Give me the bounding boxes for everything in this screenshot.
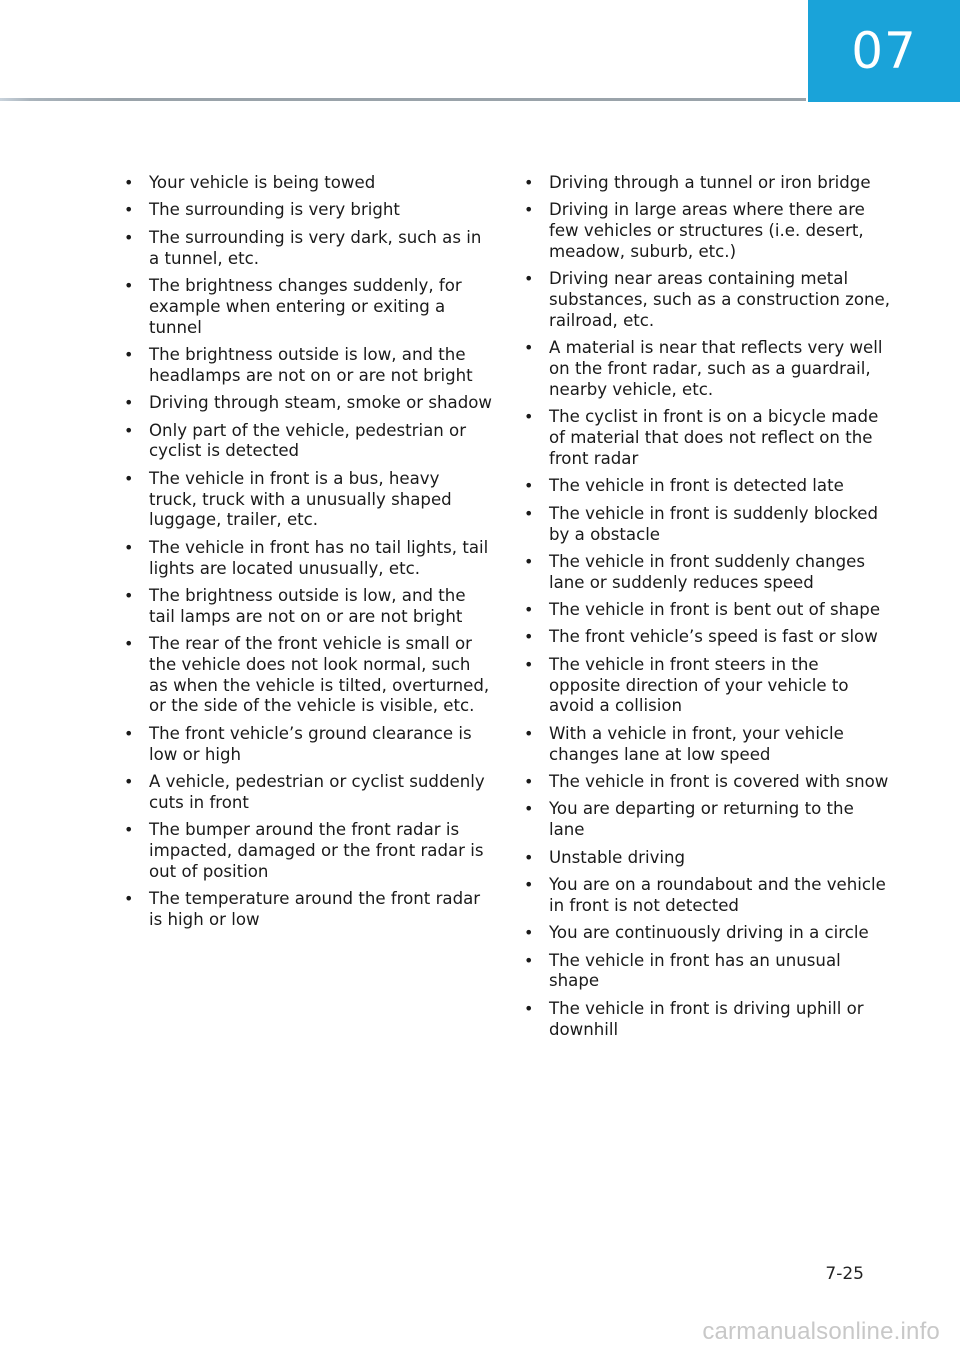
list-item-text: You are continuously driving in a circle xyxy=(549,923,869,943)
bullet-icon: • xyxy=(124,173,134,192)
list-item-text: Driving through steam, smoke or shadow xyxy=(149,393,492,413)
list-item xyxy=(108,772,492,814)
list-item-text: The bumper around the front radar is impacted, damaged or the front radar is out of position xyxy=(149,820,484,881)
bullet-icon: • xyxy=(524,772,534,792)
bullet-icon: • xyxy=(124,275,134,295)
bullet-icon: • xyxy=(524,799,534,819)
list-item xyxy=(108,345,492,387)
list-item xyxy=(508,772,892,793)
bullet-icon: • xyxy=(524,998,534,1018)
list-item-text: The vehicle in front is detected late xyxy=(549,476,844,496)
list-item xyxy=(108,228,492,270)
bullet-icon: • xyxy=(124,772,134,792)
list-item-text: The vehicle in front is driving uphill or downhill xyxy=(549,998,864,1039)
bullet-icon: • xyxy=(124,537,134,557)
list-item-text: The vehicle in front has no tail lights, tail lights are located unusually, etc. xyxy=(149,537,489,578)
list-item xyxy=(108,200,492,221)
list-item xyxy=(508,848,892,869)
list-item xyxy=(508,552,892,594)
list-item-text: The rear of the front vehicle is small or the vehicle does not look normal, such as when the vehicle is tilted, overturned, or the side of the vehicle is visible, etc. xyxy=(149,634,490,716)
bullet-icon: • xyxy=(124,723,134,743)
list-item-text: The vehicle in front is covered with snow xyxy=(549,772,889,792)
page-number: 7-25 xyxy=(825,1264,864,1284)
list-item xyxy=(108,634,492,717)
bullet-icon: • xyxy=(524,476,534,496)
list-item-text: The vehicle in front has an unusual shape xyxy=(549,950,841,991)
list-item xyxy=(108,393,492,414)
right-bullet-list xyxy=(508,173,892,1047)
bullet-icon: • xyxy=(524,875,534,895)
list-item-text: Driving near areas containing metal substances, such as a construction zone, railroad, etc. xyxy=(549,269,890,330)
list-item xyxy=(108,469,492,531)
list-item-text: The surrounding is very bright xyxy=(149,200,400,220)
list-item xyxy=(108,538,492,580)
bullet-icon: • xyxy=(124,585,134,605)
list-item xyxy=(108,586,492,628)
bullet-icon: • xyxy=(524,847,534,867)
list-item xyxy=(508,504,892,546)
bullet-icon: • xyxy=(524,503,534,523)
list-item xyxy=(508,200,892,262)
bullet-icon: • xyxy=(524,269,534,289)
bullet-icon: • xyxy=(124,889,134,909)
list-item xyxy=(508,269,892,331)
list-item-text: The brightness outside is low, and the headlamps are not on or are not bright xyxy=(149,344,473,385)
list-item-text: Unstable driving xyxy=(549,847,686,867)
list-item-text: The brightness outside is low, and the tail lamps are not on or are not bright xyxy=(149,585,466,626)
list-item xyxy=(508,600,892,621)
list-item-text: The front vehicle’s ground clearance is low or high xyxy=(149,723,472,764)
list-item xyxy=(108,724,492,766)
bullet-icon: • xyxy=(524,627,534,647)
list-item-text: The brightness changes suddenly, for example when entering or exiting a tunnel xyxy=(149,275,462,337)
list-item-text: With a vehicle in front, your vehicle changes lane at low speed xyxy=(549,723,844,764)
list-item-text: A material is near that reflects very well on the front radar, such as a guardrail, nearby vehicle, etc. xyxy=(549,338,883,399)
header-divider xyxy=(0,98,806,101)
list-item xyxy=(508,799,892,841)
list-item xyxy=(508,173,892,194)
bullet-icon: • xyxy=(124,227,134,247)
list-item xyxy=(108,421,492,463)
list-item xyxy=(508,627,892,648)
list-item-text: The vehicle in front is a bus, heavy truck, truck with a unusually shaped luggage, trailer, etc. xyxy=(149,468,452,530)
list-item xyxy=(508,338,892,400)
list-item-text: Only part of the vehicle, pedestrian or cyclist is detected xyxy=(149,420,467,461)
bullet-icon: • xyxy=(524,950,534,970)
list-item xyxy=(508,951,892,993)
bullet-icon: • xyxy=(124,200,134,220)
list-item-text: Your vehicle is being towed xyxy=(149,173,376,192)
bullet-icon: • xyxy=(124,468,134,488)
list-item-text: Driving in large areas where there are few vehicles or structures (i.e. desert, meadow, suburb, etc.) xyxy=(549,200,865,261)
bullet-icon: • xyxy=(524,923,534,943)
list-item-text: The vehicle in front suddenly changes lane or suddenly reduces speed xyxy=(549,551,866,592)
list-item xyxy=(508,923,892,944)
list-item xyxy=(508,655,892,717)
list-item xyxy=(108,173,492,194)
bullet-icon: • xyxy=(524,551,534,571)
list-item-text: A vehicle, pedestrian or cyclist suddenly cuts in front xyxy=(149,772,485,812)
list-item xyxy=(508,476,892,497)
list-item-text: Driving through a tunnel or iron bridge xyxy=(549,173,871,192)
chapter-tab xyxy=(808,0,960,102)
list-item-text: The vehicle in front is suddenly blocked by a obstacle xyxy=(549,503,879,544)
list-item-text: The vehicle in front steers in the opposite direction of your vehicle to avoid a collision xyxy=(549,654,849,716)
chapter-number: 07 xyxy=(851,22,917,80)
list-item xyxy=(508,407,892,469)
list-item-text: The cyclist in front is on a bicycle made of material that does not reflect on the front radar xyxy=(549,407,879,468)
bullet-icon: • xyxy=(524,723,534,743)
list-item xyxy=(508,724,892,766)
list-item-text: The vehicle in front is bent out of shape xyxy=(549,600,881,620)
bullet-icon: • xyxy=(124,820,134,840)
bullet-icon: • xyxy=(124,420,134,440)
left-bullet-list xyxy=(108,173,492,937)
list-item-text: You are departing or returning to the lane xyxy=(549,799,854,840)
bullet-icon: • xyxy=(124,393,134,413)
list-item xyxy=(108,820,492,882)
list-item xyxy=(508,875,892,917)
list-item-text: The surrounding is very dark, such as in a tunnel, etc. xyxy=(149,227,482,268)
list-item xyxy=(108,889,492,931)
list-item-text: The front vehicle’s speed is fast or slow xyxy=(549,627,878,647)
list-item-text: You are on a roundabout and the vehicle in front is not detected xyxy=(549,875,886,915)
list-item xyxy=(508,999,892,1041)
list-item-text: The temperature around the front radar is high or low xyxy=(149,889,481,930)
list-item xyxy=(108,276,492,338)
bullet-icon: • xyxy=(524,338,534,358)
bullet-icon: • xyxy=(524,654,534,674)
bullet-icon: • xyxy=(124,344,134,364)
watermark: carmanualsonline.info xyxy=(702,1318,940,1345)
bullet-icon: • xyxy=(524,173,534,192)
bullet-icon: • xyxy=(524,407,534,427)
bullet-icon: • xyxy=(124,634,134,654)
bullet-icon: • xyxy=(524,200,534,220)
bullet-icon: • xyxy=(524,600,534,620)
